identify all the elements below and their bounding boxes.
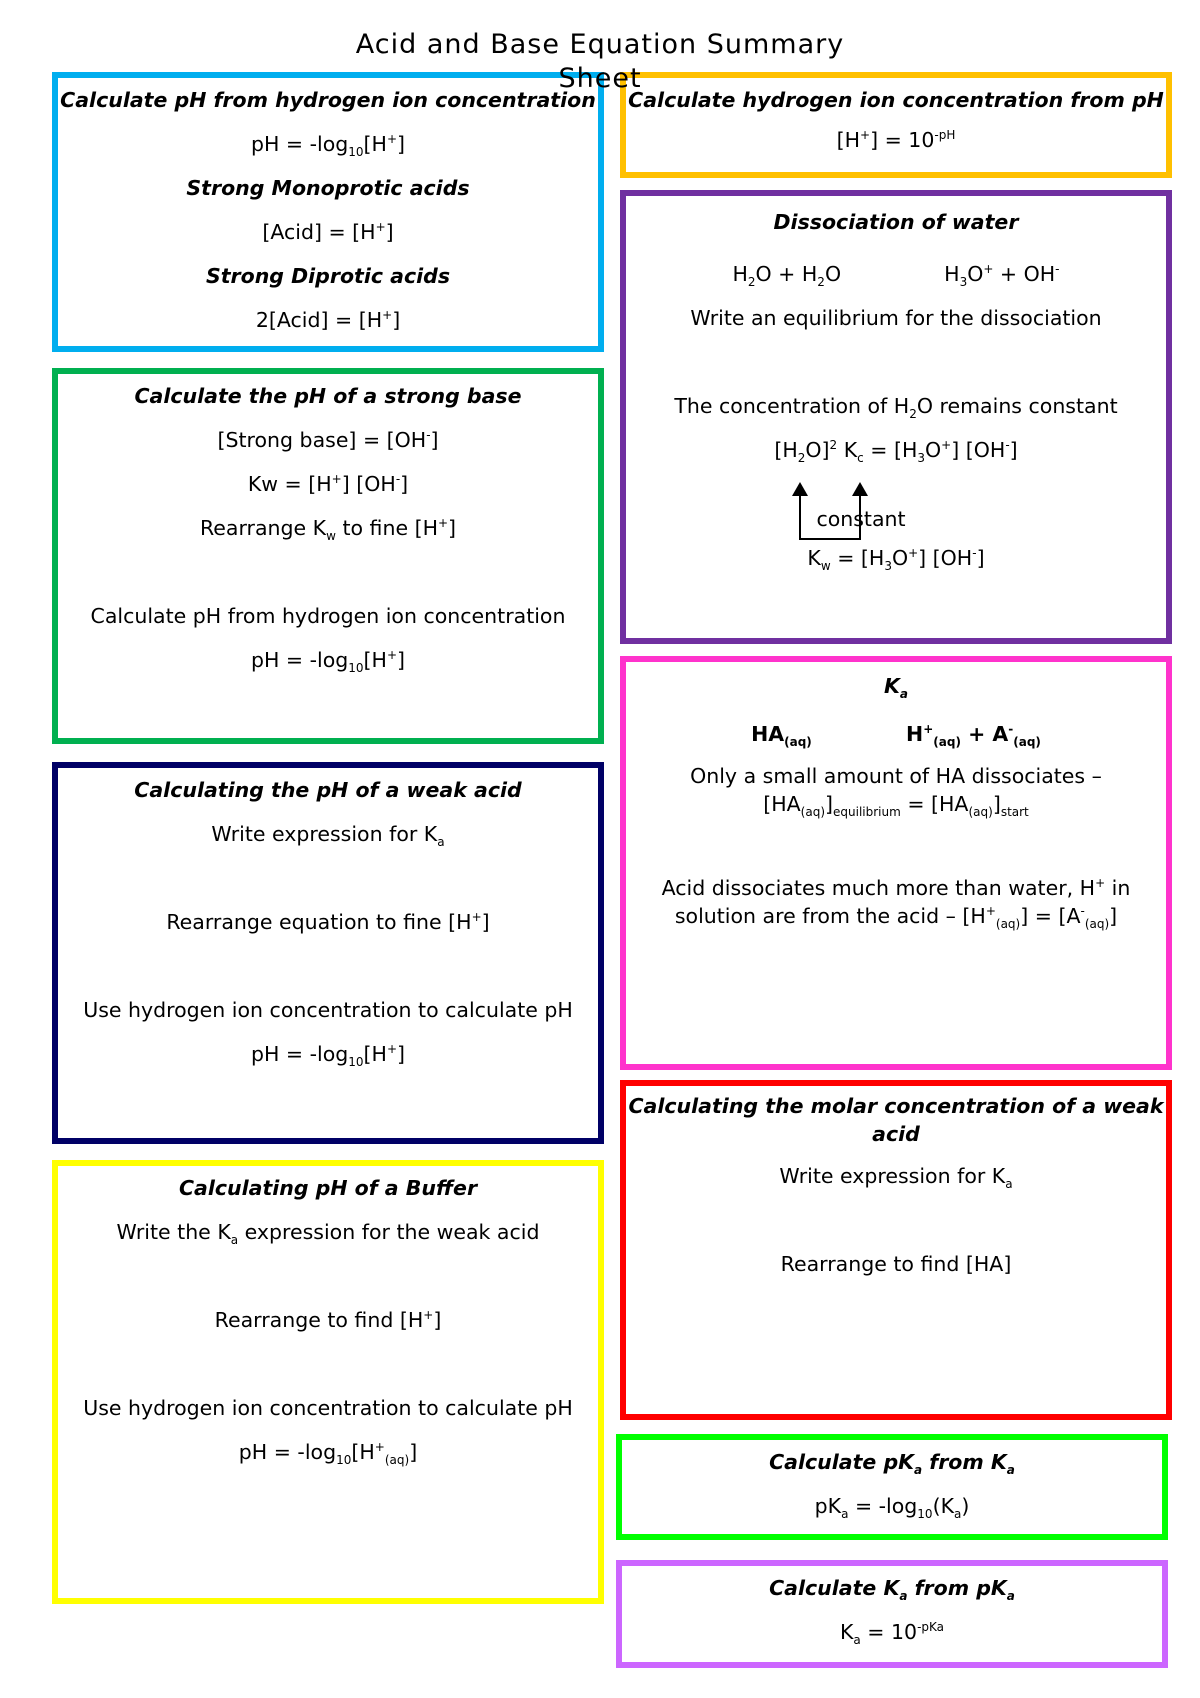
weak-acid-calc-ph: Use hydrogen ion concentration to calculate pH: [83, 998, 573, 1022]
molar-heading-cont: acid: [872, 1122, 920, 1146]
ka-products: $H^+_{(aq)} + A^-_{(aq)}$: [906, 722, 1041, 750]
ka-acid-dissociates: Acid dissociates much more than water, H+ in: [661, 876, 1131, 900]
ph-from-h-heading: Calculate pH from hydrogen ion concentration: [60, 88, 596, 112]
weak-acid-rearrange: Rearrange equation to fine [H+]: [166, 910, 490, 934]
buffer-ph-formula: pH = $-\log_{10}[H^+_{(aq)}]$: [238, 1440, 418, 1468]
molar-write-ka: Write expression for $K_a$: [779, 1164, 1013, 1192]
constant-label: constant: [816, 507, 906, 531]
water-products: $H_3O^+ + OH^-$: [944, 262, 1060, 290]
h-from-ph-formula: $[H^+] = 10^{-pH}$: [836, 128, 956, 152]
rearrange-kw: Rearrange $K_w$ to fine [H+]: [199, 516, 457, 544]
monoprotic-formula: [Acid] = [H+]: [262, 220, 394, 244]
buffer-rearrange: Rearrange to find [H+]: [214, 1308, 442, 1332]
ka-equation: [626, 712, 1166, 756]
diprotic-formula: 2[Acid] = [H+]: [255, 308, 401, 332]
strong-base-oh: [Strong base] = [OH-]: [217, 428, 439, 452]
diprotic-heading: Strong Diprotic acids: [205, 264, 451, 288]
monoprotic-heading: Strong Monoprotic acids: [186, 176, 470, 200]
ph-from-hydrogen-box: [52, 72, 604, 352]
strong-base-calc-ph: Calculate pH from hydrogen ion concentration: [90, 604, 566, 628]
buffer-heading: Calculating pH of a Buffer: [178, 1176, 478, 1200]
buffer-box: [52, 1160, 604, 1604]
pka-from-ka-box: [616, 1434, 1168, 1540]
water-equation: [626, 252, 1166, 296]
molar-rearrange: Rearrange to find [HA]: [780, 1252, 1012, 1276]
h-from-ph-heading: Calculate hydrogen ion concentration from pH: [628, 88, 1164, 112]
water-heading: Dissociation of water: [773, 210, 1019, 234]
water-kc-expression: $[H_2O]^2$ $K_c = [H_3O^+]$ [OH-]: [774, 438, 1018, 466]
water-constant-line: The concentration of $H_2O$ remains constant: [674, 394, 1118, 422]
ka-reactant: $HA_{(aq)}$: [751, 722, 812, 750]
page-title: Acid and Base Equation Summary Sheet: [355, 29, 845, 94]
kw-expression: $K_w = [H_3O^+]$ [OH-]: [807, 546, 985, 574]
pka-from-ka-heading: Calculate $pK_a$ from $K_a$: [769, 1450, 1015, 1478]
weak-acid-ph-formula: pH = $-\log_{10}[H^+]$: [250, 1042, 406, 1070]
ka-box: [620, 656, 1172, 1070]
weak-acid-write-ka: Write expression for $K_a$: [211, 822, 445, 850]
ka-formula: $K_a = 10^{-pKa}$: [839, 1620, 945, 1648]
ka-heading: $K_a$: [884, 674, 908, 702]
ka-small-amount: Only a small amount of HA dissociates –: [690, 764, 1102, 788]
molar-concentration-box: [620, 1080, 1172, 1420]
weak-acid-box: [52, 762, 604, 1144]
strong-base-heading: Calculate the pH of a strong base: [134, 384, 522, 408]
pka-formula: $pK_a = -\log_{10}(K_a)$: [814, 1494, 970, 1522]
buffer-calc-ph: Use hydrogen ion concentration to calculate pH: [83, 1396, 573, 1420]
weak-acid-heading: Calculating the pH of a weak acid: [134, 778, 522, 802]
water-equilibrium-instruction: Write an equilibrium for the dissociation: [690, 306, 1102, 330]
ka-solution-from-acid: solution are from the acid – $[H^+_{(aq)}] = [A^-_{(aq)}]$: [674, 904, 1118, 932]
ka-ha-equality: $[HA_{(aq)}]_{equilibrium} = [HA_{(aq)}]_{start}$: [763, 792, 1029, 820]
ph-formula: pH = $-\log_{10}[H^+]$: [250, 132, 406, 160]
strong-base-box: [52, 368, 604, 744]
dissociation-of-water-box: [620, 190, 1172, 644]
kw-formula: Kw = [H+] [OH-]: [247, 472, 409, 496]
buffer-write-ka: Write the $K_a$ expression for the weak acid: [116, 1220, 540, 1248]
ka-from-pka-heading: Calculate $K_a$ from $pK_a$: [769, 1576, 1015, 1604]
water-reactants: $H_2O + H_2O$: [732, 262, 842, 290]
molar-heading: Calculating the molar concentration of a weak: [628, 1094, 1164, 1118]
ka-from-pka-box: [616, 1560, 1168, 1668]
strong-base-ph-formula: pH = $-\log_{10}[H^+]$: [250, 648, 406, 676]
